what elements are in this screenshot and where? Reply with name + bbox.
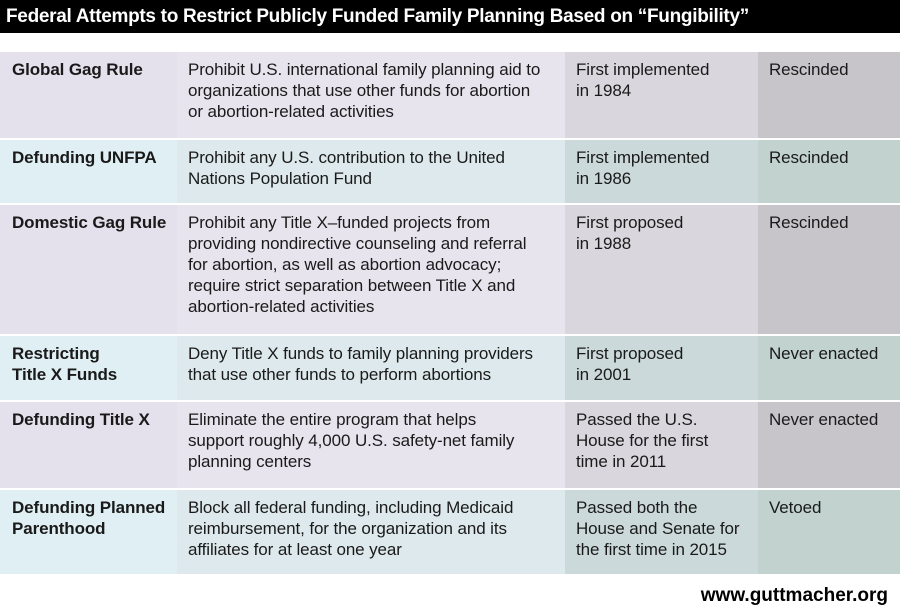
desc-line: providing nondirective counseling and referral [188,234,527,253]
status-line: in 2001 [576,365,632,384]
desc-line: or abortion-related activities [188,102,394,121]
row-name [0,205,177,334]
status-line: in 1984 [576,81,632,100]
row-name [0,490,177,574]
row-description [177,490,565,574]
desc-line: Eliminate the entire program that helps [188,410,477,429]
table-row [0,140,900,205]
desc-line: Deny Title X funds to family planning providers [188,344,533,363]
table-row [0,205,900,336]
row-outcome: Vetoed [758,490,900,574]
desc-line: planning centers [188,452,312,471]
row-status [565,490,758,574]
row-description [177,52,565,138]
status-line: the first time in 2015 [576,540,727,559]
desc-line: require strict separation between Title X and [188,276,516,295]
desc-line: support roughly 4,000 U.S. safety-net family [188,431,515,450]
status-line: House for the first [576,431,709,450]
row-status [565,205,758,334]
source-url: www.guttmacher.org [700,585,888,606]
name-line: Defunding UNFPA [12,148,157,167]
table-row [0,52,900,140]
row-status [565,336,758,400]
desc-line: Block all federal funding, including Medicaid [188,498,514,517]
name-line: Parenthood [12,519,106,538]
name-line: Defunding Title X [12,410,150,429]
row-description [177,140,565,203]
row-name [0,402,177,488]
row-status [565,140,758,203]
desc-line: reimbursement, for the organization and its [188,519,507,538]
row-outcome: Rescinded [758,205,900,334]
desc-line: that use other funds to perform abortions [188,365,492,384]
desc-line: Prohibit any Title X–funded projects from [188,213,491,232]
name-line: Title X Funds [12,365,118,384]
desc-line: abortion-related activities [188,297,375,316]
table-row [0,336,900,402]
row-name [0,336,177,400]
row-name [0,140,177,203]
desc-line: Prohibit any U.S. contribution to the United [188,148,505,167]
name-line: Restricting [12,344,100,363]
name-line: Defunding Planned [12,498,166,517]
row-outcome: Rescinded [758,52,900,138]
status-line: in 1988 [576,234,632,253]
policy-table [0,52,900,576]
status-line: Passed the U.S. [576,410,698,429]
table-row [0,402,900,490]
desc-line: Prohibit U.S. international family planning aid to [188,60,541,79]
desc-line: organizations that use other funds for abortion [188,81,531,100]
table-title: Federal Attempts to Restrict Publicly Funded Family Planning Based on “Fungibility” [0,0,900,33]
row-outcome: Rescinded [758,140,900,203]
table-row [0,490,900,576]
row-description [177,205,565,334]
desc-line: affiliates for at least one year [188,540,402,559]
row-status [565,402,758,488]
desc-line: for abortion, as well as abortion advocacy; [188,255,502,274]
row-name [0,52,177,138]
status-line: Passed both the [576,498,698,517]
name-line: Domestic Gag Rule [12,213,167,232]
status-line: House and Senate for [576,519,740,538]
row-description [177,336,565,400]
row-outcome: Never enacted [758,402,900,488]
desc-line: Nations Population Fund [188,169,372,188]
row-status [565,52,758,138]
status-line: time in 2011 [576,452,667,471]
status-line: First implemented [576,60,710,79]
status-line: in 1986 [576,169,632,188]
row-outcome: Never enacted [758,336,900,400]
status-line: First proposed [576,213,684,232]
name-line: Global Gag Rule [12,60,143,79]
status-line: First implemented [576,148,710,167]
row-description [177,402,565,488]
status-line: First proposed [576,344,684,363]
